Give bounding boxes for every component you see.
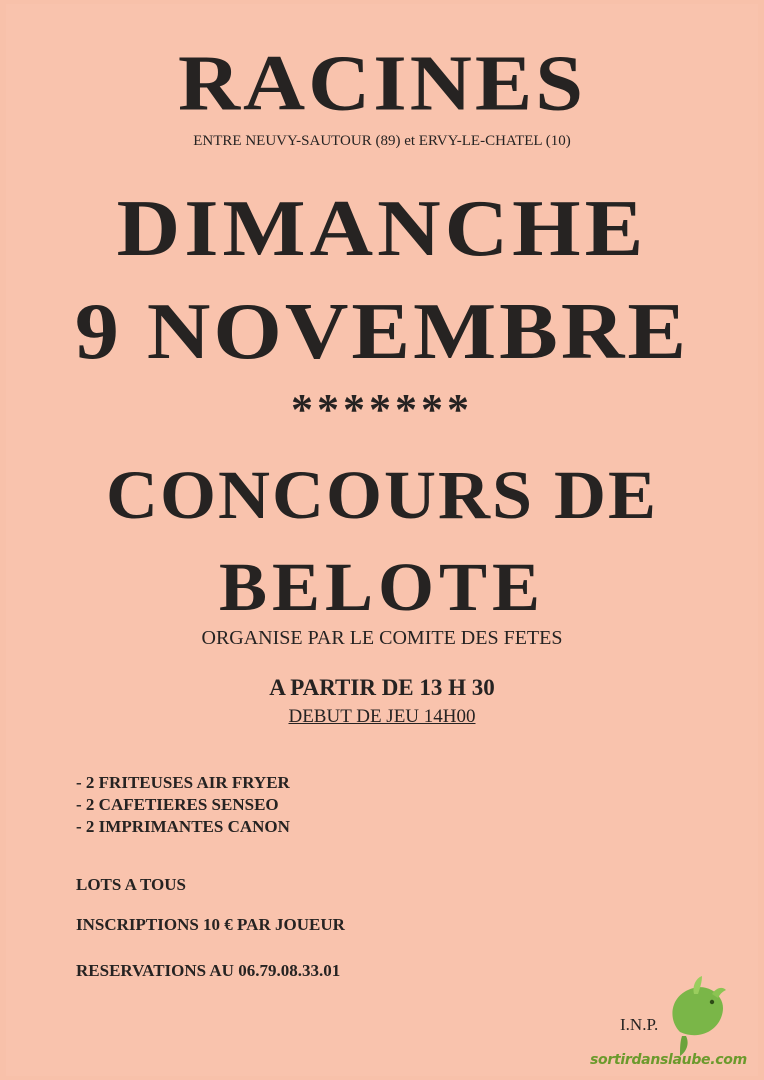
poster-title: RACINES bbox=[177, 38, 587, 128]
prize-list bbox=[76, 772, 290, 838]
event-name-line1: CONCOURS DE bbox=[105, 457, 659, 533]
lots-line: LOTS A TOUS bbox=[76, 875, 186, 894]
green-bird-logo-icon bbox=[650, 970, 740, 1060]
organizer-line: ORGANISE PAR LE COMITE DES FETES bbox=[201, 627, 563, 649]
site-watermark: sortirdanslaube.com bbox=[590, 1052, 747, 1068]
start-time: A PARTIR DE 13 H 30 bbox=[269, 675, 495, 700]
event-name-line2: BELOTE bbox=[218, 549, 546, 625]
event-date: 9 NOVEMBRE bbox=[74, 286, 690, 377]
prize-item: - 2 FRITEUSES AIR FRYER bbox=[76, 773, 290, 792]
inscriptions-line: INSCRIPTIONS 10 € PAR JOUEUR bbox=[76, 915, 345, 934]
prize-item: - 2 CAFETIERES SENSEO bbox=[76, 795, 279, 814]
game-start-time: DEBUT DE JEU 14H00 bbox=[288, 706, 476, 727]
reservations-line: RESERVATIONS AU 06.79.08.33.01 bbox=[76, 961, 341, 980]
location-subtitle: ENTRE NEUVY-SAUTOUR (89) et ERVY-LE-CHATEL (10) bbox=[193, 133, 571, 149]
star-separator: ******* bbox=[291, 385, 473, 434]
prize-item: - 2 IMPRIMANTES CANON bbox=[76, 817, 290, 836]
event-day: DIMANCHE bbox=[116, 183, 648, 274]
imprint-text: I.N.P. bbox=[620, 1015, 659, 1034]
